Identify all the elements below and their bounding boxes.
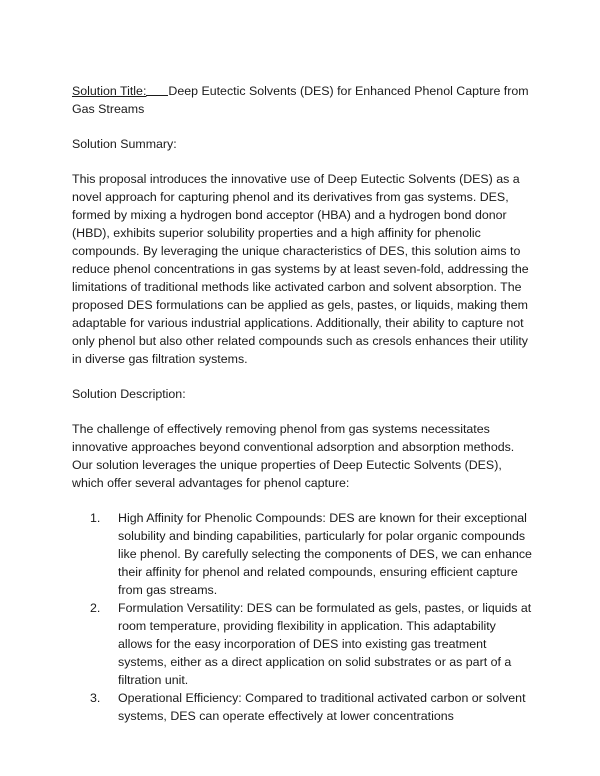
list-item [90,509,532,599]
summary-paragraph: This proposal introduces the innovative use of Deep Eutectic Solvents (DES) as a novel approach for capturing phenol and its derivatives from gas systems. DES, formed by mixing a hydrogen bond acceptor (HBA) and a hydrogen bond donor (HBD), exhibits superior solubility properties and a high affinity for phenolic compounds. By leveraging the unique characteristics of DES, this solution aims to reduce phenol concentrations in gas systems by at least seven-fold, addressing the limitations of traditional methods like activated carbon and solvent absorption. The proposed DES formulations can be applied as gels, pastes, or liquids, making them adaptable for various industrial applications. Additionally, their ability to capture not only phenol but also other related compounds such as cresols enhances their utility in diverse gas filtration systems. [72,172,529,366]
list-item-text: High Affinity for Phenolic Compounds: DES are known for their exceptional solubility and binding capabilities, particularly for polar organic compounds like phenol. By carefully selecting the components of DES, we can enhance their affinity for phenol and related compounds, ensuring efficient capture from gas streams. [118,511,532,597]
list-item [90,689,532,725]
description-paragraph: The challenge of effectively removing phenol from gas systems necessitates innovative approaches beyond conventional adsorption and absorption methods. Our solution leverages the unique properties of Deep Eutectic Solvents (DES), which offer several advantages for phenol capture: [72,422,515,490]
list-item-number: 2. [90,601,101,615]
list-item-number: 1. [90,511,101,525]
description-heading: Solution Description: [72,387,186,401]
title-label: Solution Title: [72,84,147,98]
summary-heading: Solution Summary: [72,137,177,151]
document-page [72,82,532,725]
list-item-text: Formulation Versatility: DES can be formulated as gels, pastes, or liquids at room temperature, providing flexibility in application. This adaptability allows for the easy incorporation of DES into existing gas treatment systems, either as a direct application on solid substrates or as part of a filtration unit. [118,601,532,687]
list-item-text: Operational Efficiency: Compared to traditional activated carbon or solvent systems, DES can operate effectively at lower concentrations [118,691,526,723]
title-underline-gap [146,83,168,96]
list-item-number: 3. [90,691,101,705]
solution-title [72,82,532,118]
list-item [90,599,532,689]
advantages-list [72,509,532,725]
title-text: Deep Eutectic Solvents (DES) for Enhanced Phenol Capture from Gas Streams [72,84,529,116]
